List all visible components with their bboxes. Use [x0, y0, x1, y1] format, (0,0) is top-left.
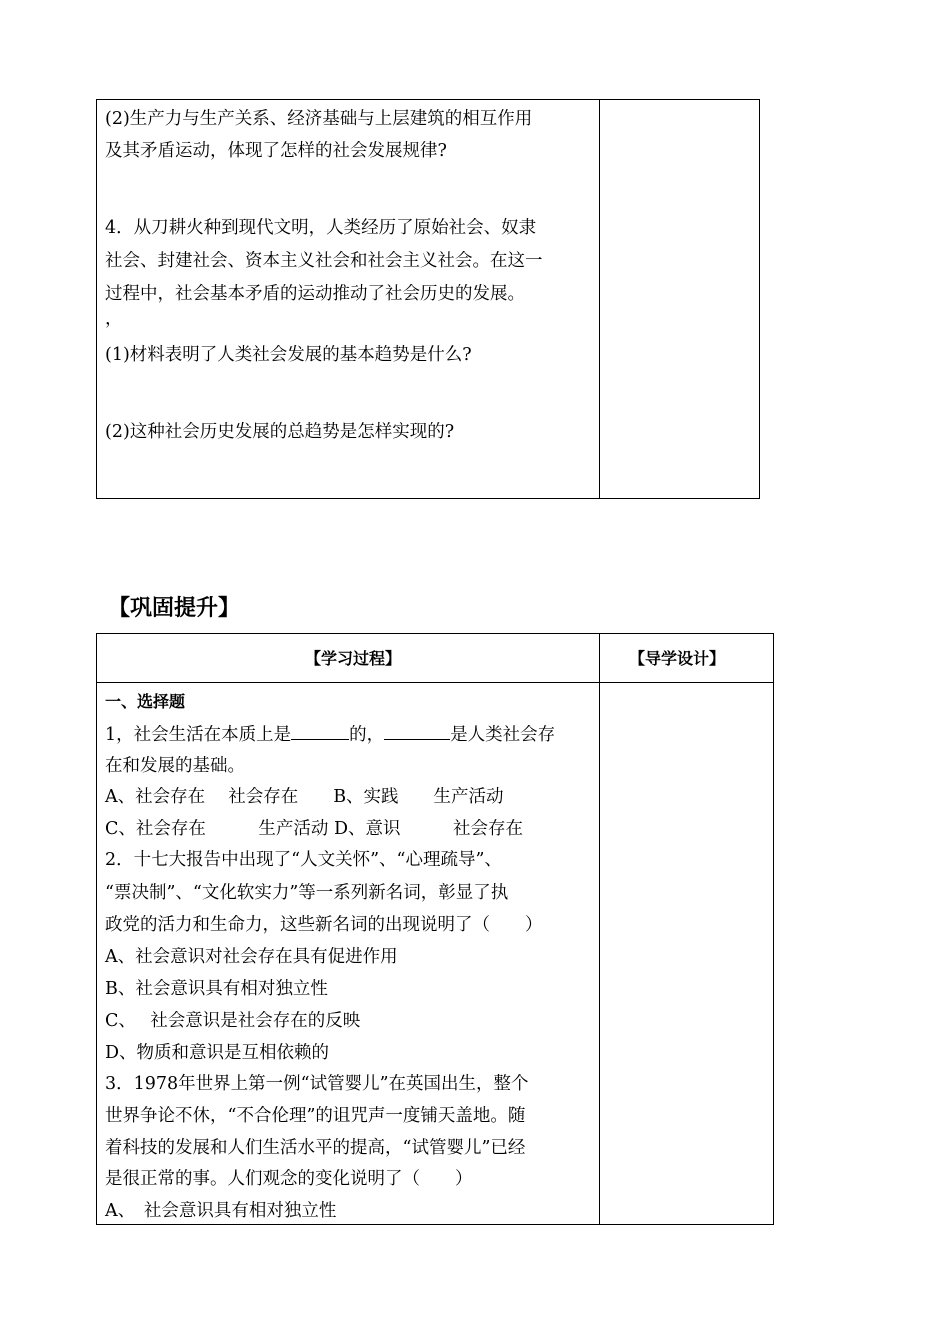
column-divider — [599, 100, 600, 498]
option-line: C、社会存在 生产活动 D、意识 社会存在 — [105, 819, 523, 839]
text-line: 世界争论不休，“不合伦理”的诅咒声一度铺天盖地。随 — [105, 1106, 526, 1126]
text-line: 政党的活力和生命力，这些新名词的出现说明了（ ） — [105, 915, 543, 935]
text-segment: 1，社会生活在本质上是 — [105, 725, 292, 745]
text-line: “票决制”、“文化软实力”等一系列新名词，彰显了执 — [105, 883, 509, 903]
option-line: A、 社会意识具有相对独立性 — [105, 1201, 337, 1221]
question-1 — [105, 721, 555, 747]
text-line: (1)材料表明了人类社会发展的基本趋势是什么? — [105, 345, 472, 365]
option-line: A、社会意识对社会存在具有促进作用 — [105, 947, 398, 967]
text-line: 2．十七大报告中出现了“人文关怀”、“心理疏导”、 — [105, 850, 502, 870]
text-line: 过程中，社会基本矛盾的运动推动了社会历史的发展。 — [105, 284, 525, 304]
option-line: B、社会意识具有相对独立性 — [105, 979, 328, 999]
text-line: 社会、封建社会、资本主义社会和社会主义社会。在这一 — [105, 251, 543, 271]
option-line: C、 社会意识是社会存在的反映 — [105, 1011, 361, 1031]
text-line: 及其矛盾运动，体现了怎样的社会发展规律? — [105, 141, 447, 161]
text-line: 着科技的发展和人们生活水平的提高，“试管婴儿”已经 — [105, 1138, 526, 1158]
text-line: 4．从刀耕火种到现代文明，人类经历了原始社会、奴隶 — [105, 218, 537, 238]
column-divider — [599, 634, 600, 1224]
text-segment: 的， — [349, 725, 385, 745]
header-divider — [97, 682, 773, 683]
text-line: 3．1978年世界上第一例“试管婴儿”在英国出生，整个 — [105, 1074, 529, 1094]
section-title: 【巩固提升】 — [108, 596, 241, 621]
header-guided-design: 【导学设计】 — [629, 649, 726, 668]
fill-blank — [384, 721, 450, 740]
subheading: 一、选择题 — [105, 692, 186, 711]
text-line: ， — [105, 309, 123, 329]
option-line: D、物质和意识是互相依赖的 — [105, 1043, 330, 1063]
text-line: 是很正常的事。人们观念的变化说明了（ ） — [105, 1169, 473, 1189]
text-segment: 是人类社会存 — [450, 725, 556, 745]
text-line: 在和发展的基础。 — [105, 756, 245, 776]
header-learning-process: 【学习过程】 — [305, 649, 402, 668]
text-line: (2)生产力与生产关系、经济基础与上层建筑的相互作用 — [105, 109, 533, 129]
option-line: A、社会存在 社会存在 B、实践 生产活动 — [105, 787, 504, 807]
fill-blank — [291, 721, 349, 740]
text-line: (2)这种社会历史发展的总趋势是怎样实现的? — [105, 422, 455, 442]
